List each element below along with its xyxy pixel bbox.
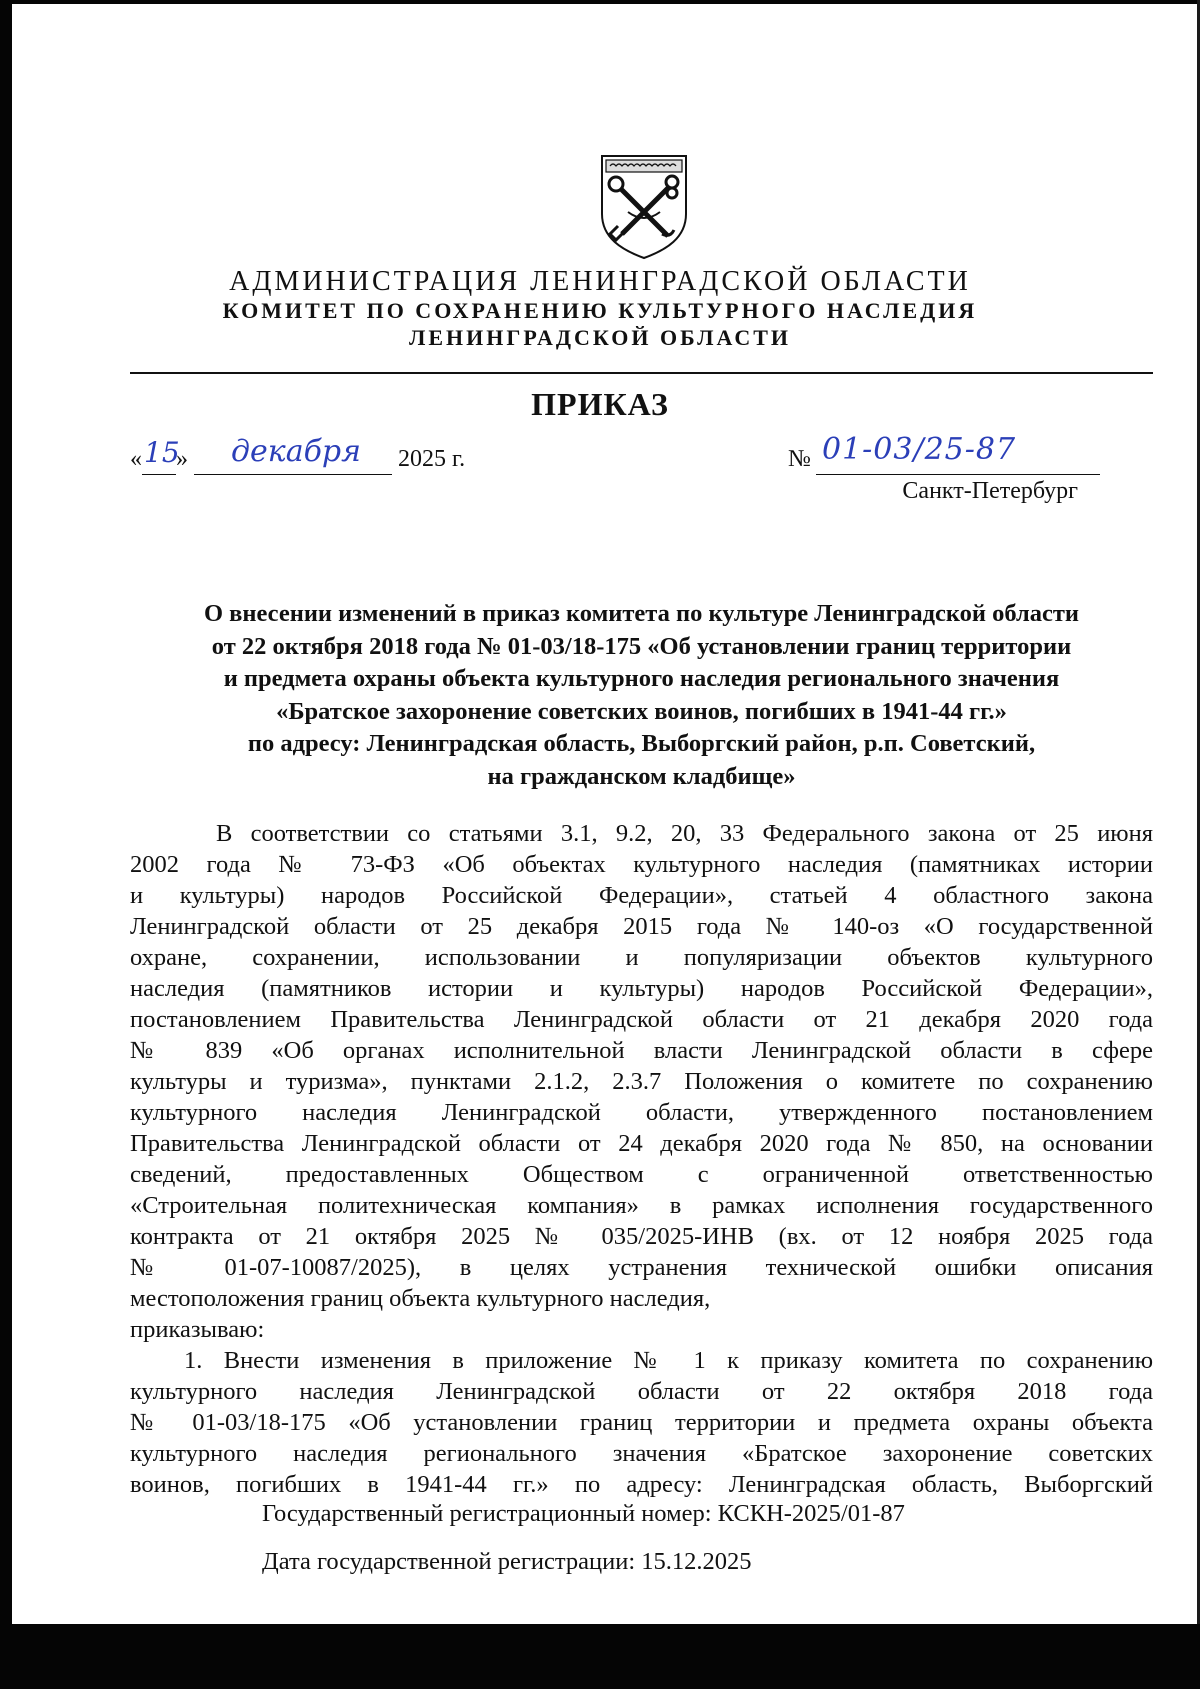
body-line: культурного наследия Ленинградской области от 22 октября 2018 года bbox=[130, 1378, 1153, 1405]
region-heading: ЛЕНИНГРАДСКОЙ ОБЛАСТИ bbox=[408, 325, 792, 350]
subject-line: О внесении изменений в приказ комитета по культуре Ленинградской области bbox=[203, 600, 1080, 627]
body-line: 1. Внести изменения в приложение № 1 к приказу комитета по сохранению bbox=[184, 1347, 1153, 1374]
number-underline bbox=[816, 474, 1100, 475]
order-number bbox=[788, 432, 1108, 482]
body-line: Правительства Ленинградской области от 24 декабря 2020 года № 850, на основании bbox=[130, 1130, 1153, 1157]
subject-line: по адресу: Ленинградская область, Выборгский район, р.п. Советский, bbox=[247, 730, 1036, 757]
body-line: культурного наследия регионального значения «Братское захоронение советских bbox=[130, 1440, 1153, 1467]
date-month-underline bbox=[194, 474, 392, 475]
subject-line: «Братское захоронение советских воинов, погибших в 1941-44 гг.» bbox=[276, 697, 1007, 725]
number-value: 01-03/25-87 bbox=[822, 432, 1017, 467]
date-year: 2025 г. bbox=[398, 446, 466, 472]
scan-border-bottom bbox=[0, 1624, 1200, 1689]
body-line: № 839 «Об органах исполнительной власти Ленинградской области в сфере bbox=[130, 1037, 1153, 1064]
body-line: культуры и туризма», пунктами 2.1.2, 2.3.7 Положения о комитете по сохранению bbox=[130, 1068, 1153, 1095]
body-line: № 01-03/18-175 «Об установлении границ территории и предмета охраны объекта bbox=[130, 1409, 1153, 1436]
date-day: 15 bbox=[144, 436, 180, 469]
body-line: наследия (памятников истории и культуры) народов Российской Федерации», bbox=[130, 975, 1153, 1002]
number-label: № bbox=[788, 446, 811, 472]
body-line: культурного наследия Ленинградской области, утвержденного постановлением bbox=[130, 1099, 1153, 1126]
scan-border-left bbox=[0, 0, 12, 1689]
body-line: контракта от 21 октября 2025 № 035/2025-ИНВ (вх. от 12 ноября 2025 года bbox=[130, 1223, 1153, 1250]
body-line: и культуры) народов Российской Федерации», статьей 4 областного закона bbox=[130, 882, 1153, 909]
coat-of-arms-icon bbox=[596, 152, 692, 262]
body-line: приказываю: bbox=[130, 1316, 265, 1343]
document-title: ПРИКАЗ bbox=[531, 386, 669, 422]
date-month: декабря bbox=[231, 434, 361, 469]
subject-line: от 22 октября 2018 года № 01-03/18-175 «Об установлении границ территории bbox=[211, 632, 1072, 660]
subject-line: на гражданском кладбище» bbox=[487, 762, 796, 790]
administration-heading: АДМИНИСТРАЦИЯ ЛЕНИНГРАДСКОЙ ОБЛАСТИ bbox=[229, 266, 971, 297]
body-line: В соответствии со статьями 3.1, 9.2, 20, 33 Федерального закона от 25 июня bbox=[216, 820, 1153, 847]
body-line: постановлением Правительства Ленинградской области от 21 декабря 2020 года bbox=[130, 1006, 1153, 1033]
body-line: местоположения границ объекта культурного наследия, bbox=[130, 1285, 711, 1312]
body-line: 2002 года № 73-ФЗ «Об объектах культурного наследия (памятниках истории bbox=[130, 851, 1153, 878]
date-day-underline bbox=[142, 474, 176, 475]
order-date bbox=[130, 434, 550, 482]
date-open-quote: « bbox=[130, 446, 142, 472]
document-subject bbox=[130, 598, 1153, 793]
registration-number: Государственный регистрационный номер: КСКН-2025/01-87 bbox=[262, 1500, 905, 1527]
document-body bbox=[130, 818, 1153, 1500]
scan-border-top bbox=[12, 0, 1200, 4]
body-line: Ленинградской области от 25 декабря 2015 года № 140-оз «О государственной bbox=[130, 913, 1153, 940]
subject-line: и предмета охраны объекта культурного наследия регионального значения bbox=[223, 665, 1060, 692]
body-line: охране, сохранении, использовании и популяризации объектов культурного bbox=[130, 944, 1153, 971]
body-line: сведений, предоставленных Обществом с ограниченной ответственностью bbox=[130, 1161, 1153, 1188]
committee-heading: КОМИТЕТ ПО СОХРАНЕНИЮ КУЛЬТУРНОГО НАСЛЕДИЯ bbox=[222, 298, 978, 323]
body-line: воинов, погибших в 1941-44 гг.» по адресу: Ленинградская область, Выборгский bbox=[130, 1471, 1153, 1498]
date-close-quote: » bbox=[176, 446, 188, 472]
city-label: Санкт-Петербург bbox=[902, 478, 1078, 504]
body-line: № 01-07-10087/2025), в целях устранения технической ошибки описания bbox=[130, 1254, 1153, 1281]
header-divider bbox=[130, 372, 1153, 374]
body-line: «Строительная политехническая компания» в рамках исполнения государственного bbox=[130, 1192, 1153, 1219]
registration-date: Дата государственной регистрации: 15.12.2025 bbox=[262, 1548, 752, 1575]
